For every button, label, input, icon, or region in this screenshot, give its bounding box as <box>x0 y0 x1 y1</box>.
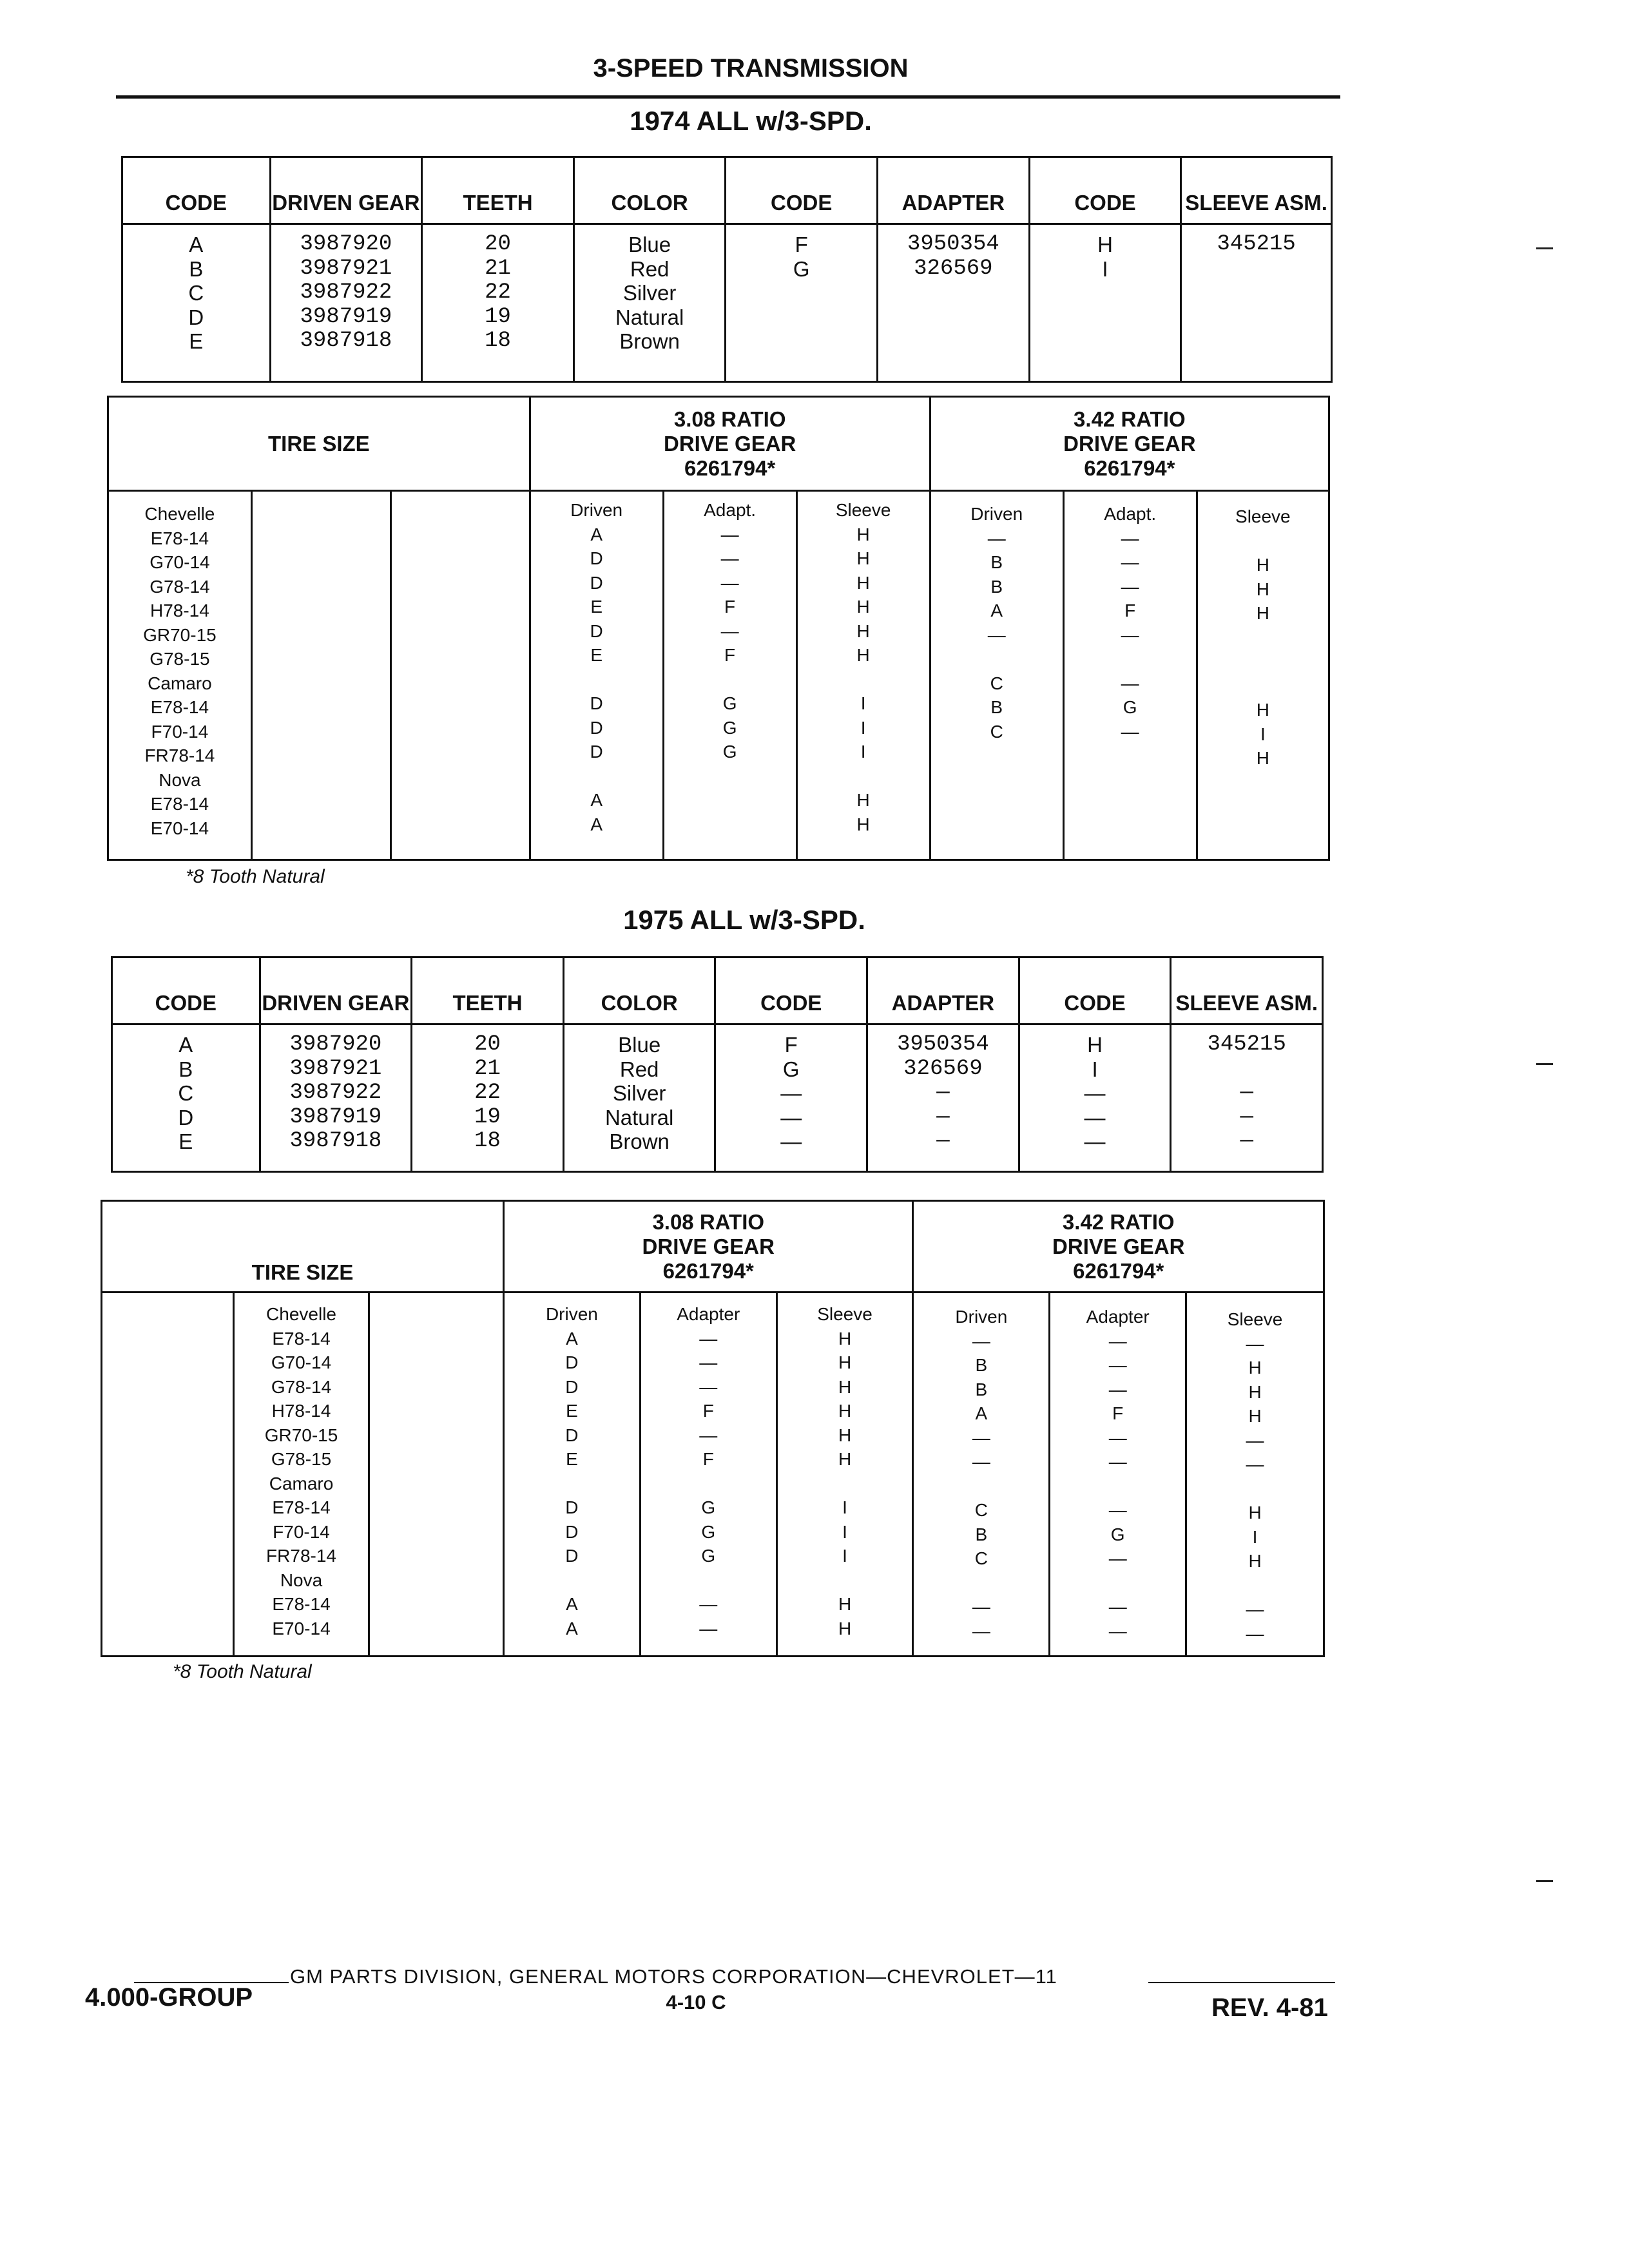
col-header-driven-gear: DRIVEN GEAR <box>260 957 412 1024</box>
driven-gear-cell: 3987920 3987921 3987922 3987919 3987918 <box>270 224 422 382</box>
sleeve-code-cell: H I — — — <box>1019 1024 1171 1172</box>
teeth-cell: 20 21 22 19 18 <box>412 1024 564 1172</box>
col-header-adapter-code: CODE <box>726 157 878 224</box>
r342-driven-cell: Driven — B B A — — C B C — — <box>913 1293 1050 1657</box>
teeth-cell: 20 21 22 19 18 <box>422 224 574 382</box>
r342-sleeve-cell: Sleeve — H H H — — H I H — — <box>1186 1293 1324 1657</box>
col-header-sleeve-asm: SLEEVE ASM. <box>1181 157 1332 224</box>
code-cell: A B C D E <box>112 1024 260 1172</box>
gear-table-1974 <box>121 156 1333 383</box>
gear-table-1975 <box>111 956 1324 1173</box>
r308-driven-cell: Driven A D D E D E D D D A A <box>504 1293 641 1657</box>
r342-driven-cell: Driven — B B A — C B C <box>930 491 1063 860</box>
ratio-342-header: 3.42 RATIO DRIVE GEAR 6261794* <box>930 397 1329 491</box>
adapter-cell: 3950354 326569 — — — <box>867 1024 1019 1172</box>
code-cell: A B C D E <box>122 224 271 382</box>
margin-tick <box>1536 247 1553 249</box>
color-cell: Blue Red Silver Natural Brown <box>574 224 726 382</box>
col-header-adapter-code: CODE <box>715 957 867 1024</box>
col-header-sleeve-code: CODE <box>1019 957 1171 1024</box>
tire-size-cell: Chevelle E78-14 G70-14 G78-14 H78-14 GR70-15 G78-15 Camaro E78-14 F70-14 FR78-14 Nova E78-14 E70-14 <box>108 491 252 860</box>
col-header-teeth: TEETH <box>412 957 564 1024</box>
r342-adapt-cell: Adapt. — — — F — — G — <box>1063 491 1197 860</box>
margin-tick <box>1536 1063 1553 1065</box>
col-header-sleeve-asm: SLEEVE ASM. <box>1171 957 1323 1024</box>
r308-adapter-cell: Adapter — — — F — F G G G — — <box>640 1293 776 1657</box>
revision-label: REV. 4-81 <box>1211 1994 1328 2022</box>
adapter-cell: 3950354 326569 <box>877 224 1029 382</box>
ratio-342-header: 3.42 RATIO DRIVE GEAR 6261794* <box>913 1201 1324 1293</box>
r342-adapter-cell: Adapter — — — F — — — G — — — <box>1050 1293 1186 1657</box>
col-header-code: CODE <box>112 957 260 1024</box>
r308-driven-cell: Driven A D D E D E D D D A A <box>530 491 663 860</box>
adapter-code-cell: F G <box>726 224 878 382</box>
col-header-color: COLOR <box>574 157 726 224</box>
footnote-1975: *8 Tooth Natural <box>173 1661 312 1682</box>
footer-line: GM PARTS DIVISION, GENERAL MOTORS CORPORATION—CHEVROLET—11 <box>290 1965 1057 1988</box>
footer-rule-right <box>1148 1982 1335 1983</box>
driven-gear-cell: 3987920 3987921 3987922 3987919 3987918 <box>260 1024 412 1172</box>
r308-sleeve-cell: Sleeve H H H H H H I I I H H <box>776 1293 913 1657</box>
r308-sleeve-cell: Sleeve H H H H H H I I I H H <box>796 491 930 860</box>
sleeve-code-cell: H I <box>1029 224 1181 382</box>
col-header-adapter: ADAPTER <box>877 157 1029 224</box>
tire-size-header: TIRE SIZE <box>108 397 530 491</box>
adapter-code-cell: F G — — — <box>715 1024 867 1172</box>
color-cell: Blue Red Silver Natural Brown <box>563 1024 715 1172</box>
tire-size-header: TIRE SIZE <box>102 1201 504 1293</box>
section-heading-1975: 1975 ALL w/3-SPD. <box>623 905 865 935</box>
group-label: 4.000-GROUP <box>85 1983 253 2012</box>
ratio-table-1974 <box>107 396 1330 861</box>
col-header-sleeve-code: CODE <box>1029 157 1181 224</box>
blank-cell <box>102 1293 234 1657</box>
margin-tick <box>1536 1880 1553 1882</box>
sleeve-asm-cell: 345215 — — — <box>1171 1024 1323 1172</box>
col-header-adapter: ADAPTER <box>867 957 1019 1024</box>
ratio-308-header: 3.08 RATIO DRIVE GEAR 6261794* <box>504 1201 913 1293</box>
col-header-code: CODE <box>122 157 271 224</box>
tire-size-cell: Chevelle E78-14 G70-14 G78-14 H78-14 GR70-15 G78-15 Camaro E78-14 F70-14 FR78-14 Nova E78-14 E70-14 <box>234 1293 369 1657</box>
footnote-1974: *8 Tooth Natural <box>186 866 325 887</box>
r308-adapt-cell: Adapt. — — — F — F G G G <box>663 491 796 860</box>
ratio-table-1975 <box>101 1200 1325 1657</box>
title-rule <box>116 95 1340 99</box>
page-ref: 4-10 C <box>666 1991 726 2013</box>
section-heading-1974: 1974 ALL w/3-SPD. <box>630 106 872 136</box>
page-title: 3-SPEED TRANSMISSION <box>593 54 909 82</box>
col-header-teeth: TEETH <box>422 157 574 224</box>
col-header-color: COLOR <box>563 957 715 1024</box>
ratio-308-header: 3.08 RATIO DRIVE GEAR 6261794* <box>530 397 930 491</box>
sleeve-asm-cell: 345215 <box>1181 224 1332 382</box>
blank-cell <box>251 491 390 860</box>
col-header-driven-gear: DRIVEN GEAR <box>270 157 422 224</box>
r342-sleeve-cell: Sleeve H H H H I H <box>1197 491 1329 860</box>
blank-cell <box>369 1293 503 1657</box>
blank-cell <box>390 491 530 860</box>
